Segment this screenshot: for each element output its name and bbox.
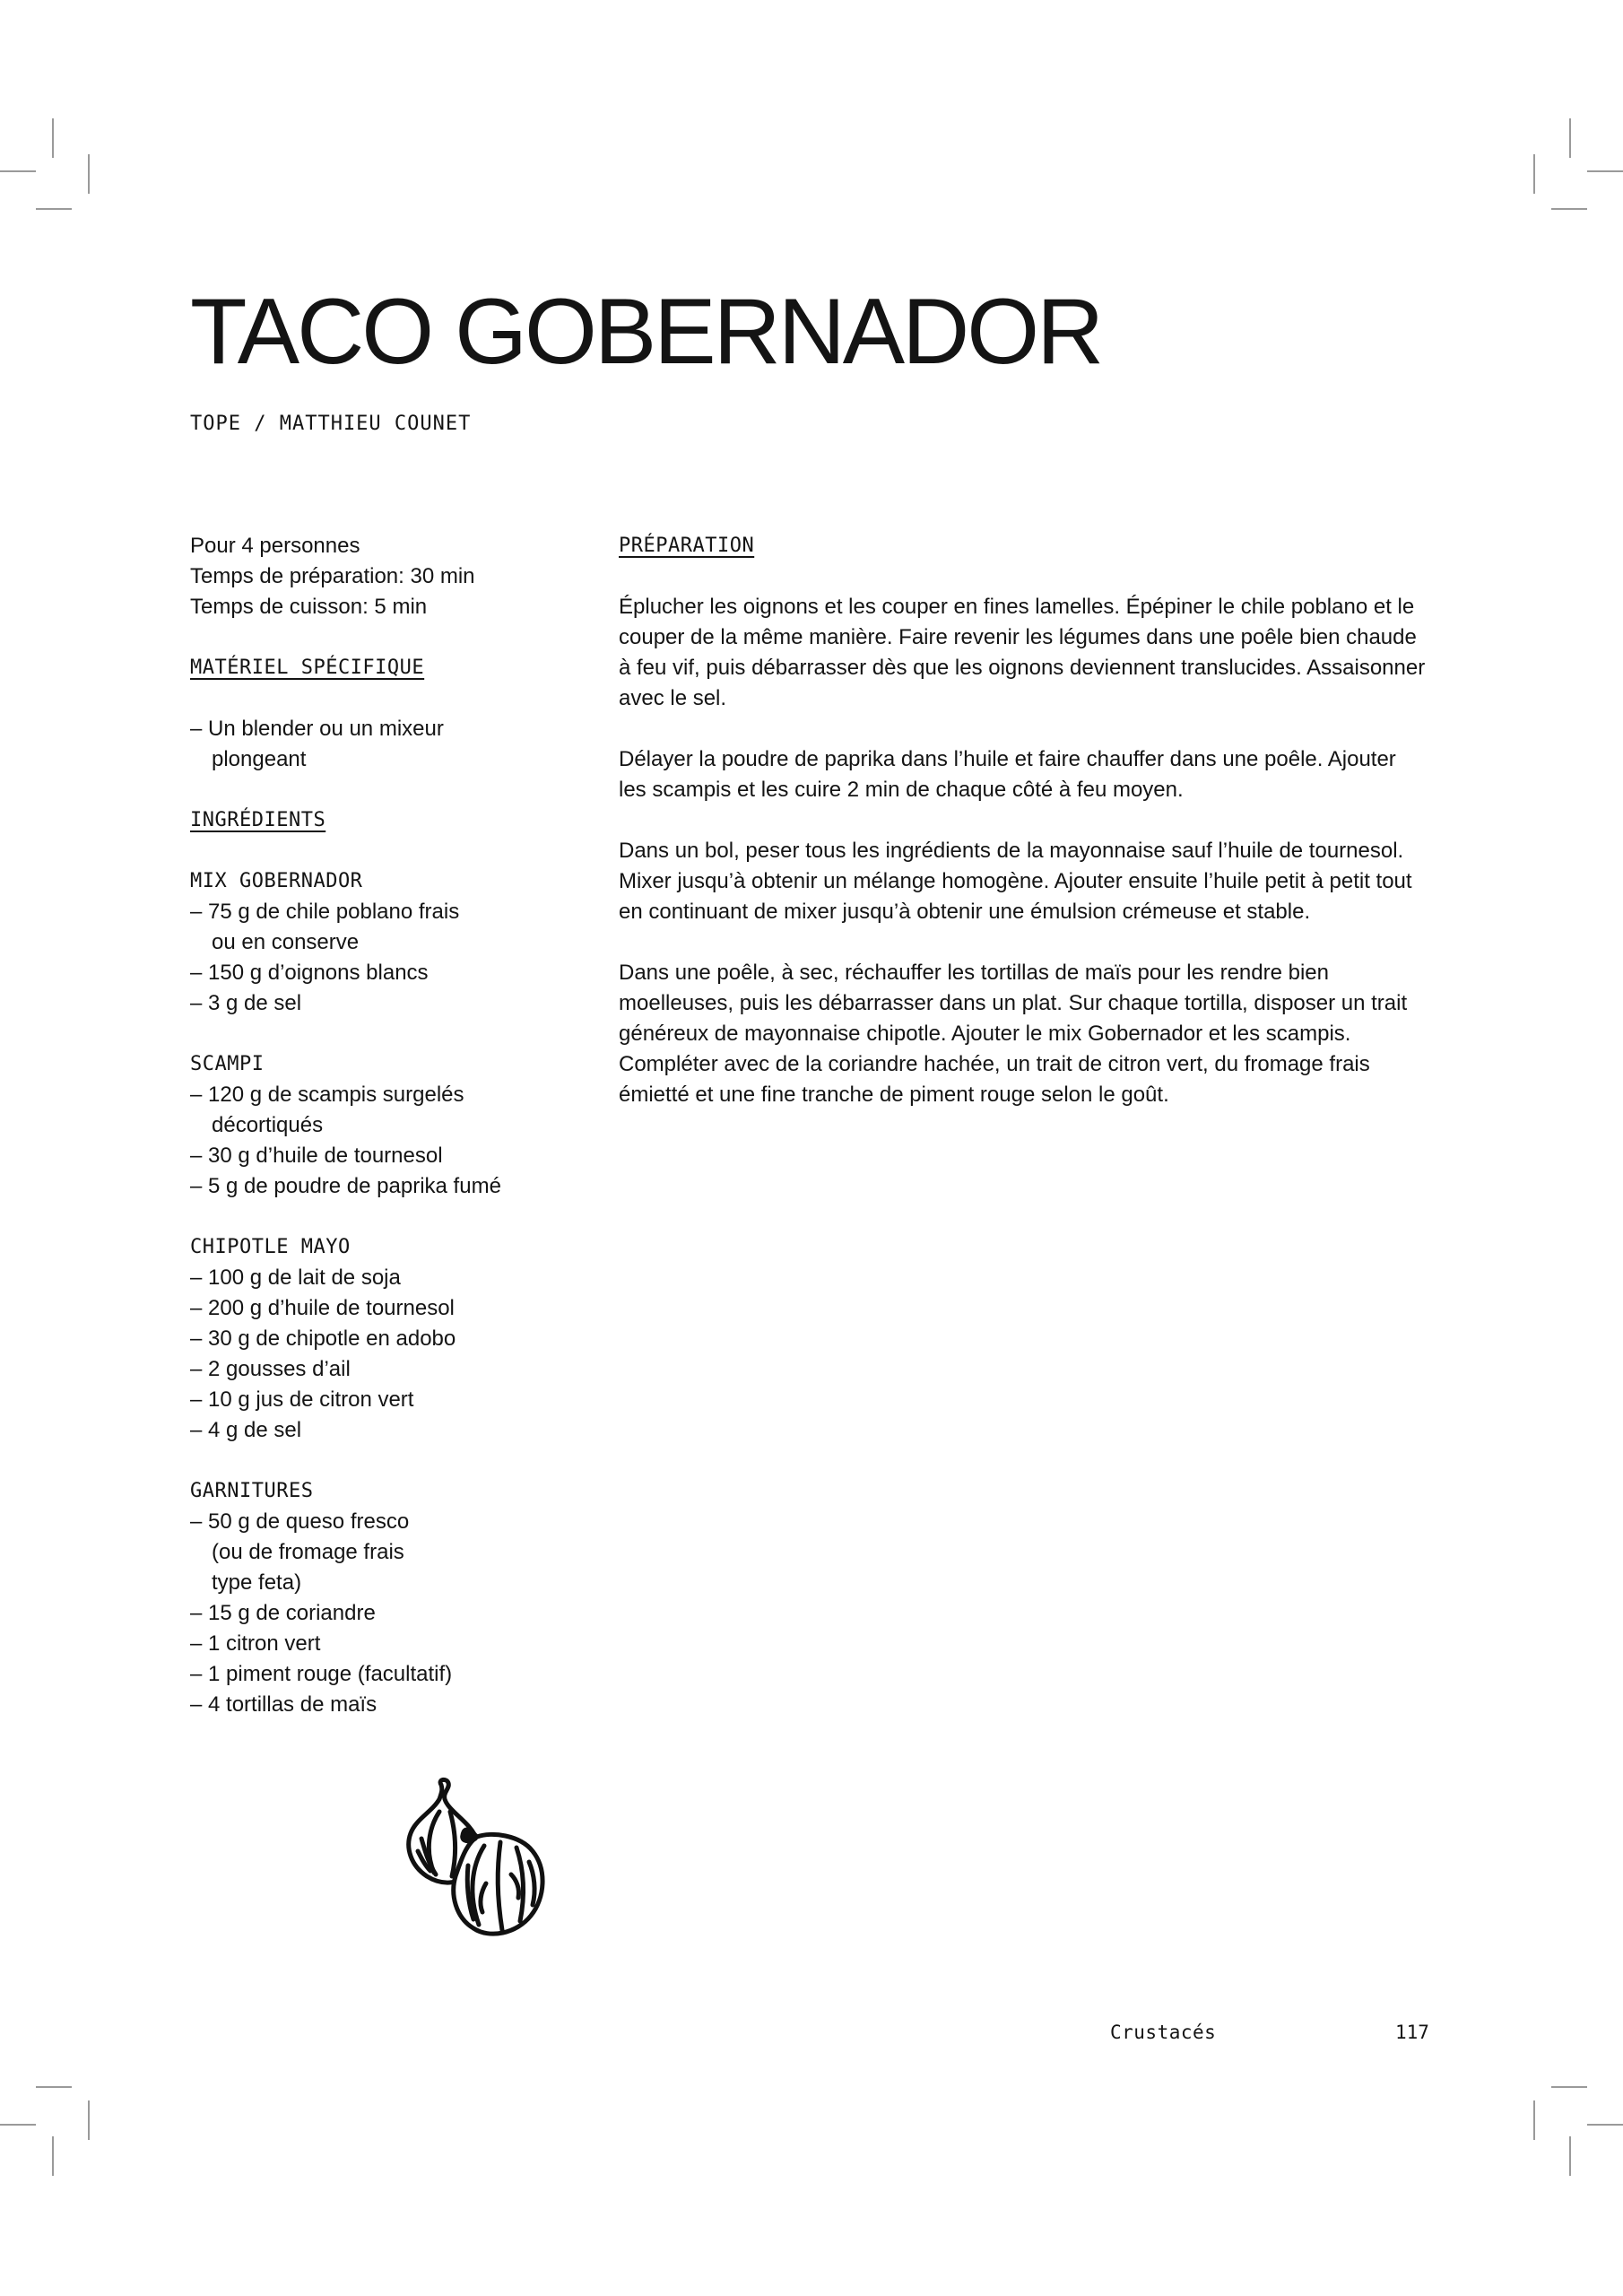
crop-mark	[1569, 118, 1571, 158]
ingredient-group-gobernador	[190, 866, 585, 1019]
crop-mark	[0, 2124, 36, 2126]
crop-mark	[1551, 2086, 1587, 2088]
ingredient-item: – 150 g d’oignons blancs	[190, 958, 585, 988]
crop-mark	[36, 208, 72, 210]
ingredient-item: – 1 citron vert	[190, 1629, 585, 1659]
ingredient-item: – 3 g de sel	[190, 988, 585, 1019]
ingredient-group-scampi	[190, 1049, 585, 1202]
crop-mark	[36, 2086, 72, 2088]
ingredient-item: – 10 g jus de citron vert	[190, 1385, 585, 1415]
ingredients-column	[190, 531, 585, 1720]
preparation-step: Dans un bol, peser tous les ingrédients de la mayonnaise sauf l’huile de tournesol. Mixer jusqu’à obtenir un mélange homogène. Ajouter ensuite l’huile petit à petit tout en continuant de mixer jusqu’à obtenir une émulsion crémeuse et stable.	[619, 839, 1412, 924]
ingredient-item: – 5 g de poudre de paprika fumé	[190, 1171, 585, 1202]
ingredient-item: – 50 g de queso fresco (ou de fromage frais type feta)	[190, 1507, 445, 1598]
recipe-title: TACO GOBERNADOR	[190, 280, 1102, 384]
ingredient-item: – 4 tortillas de maïs	[190, 1690, 585, 1720]
servings: Pour 4 personnes	[190, 534, 360, 558]
ingredients-heading: INGRÉDIENTS	[190, 809, 326, 831]
crop-mark	[0, 170, 36, 172]
preparation-heading: PRÉPARATION	[619, 535, 755, 557]
materiel-item: – Un blender ou un mixeur	[190, 717, 444, 741]
materiel-heading: MATÉRIEL SPÉCIFIQUE	[190, 657, 425, 679]
ingredient-item: – 15 g de coriandre	[190, 1598, 585, 1629]
prep-time: Temps de préparation: 30 min	[190, 564, 475, 588]
crop-mark	[1569, 2136, 1571, 2176]
recipe-subtitle: TOPE / MATTHIEU COUNET	[190, 413, 472, 435]
crop-mark	[52, 2136, 54, 2176]
ingredient-item: – 30 g de chipotle en adobo	[190, 1324, 585, 1354]
group-title: CHIPOTLE MAYO	[190, 1236, 351, 1258]
ingredient-item: – 30 g d’huile de tournesol	[190, 1141, 585, 1171]
preparation-step: Délayer la poudre de paprika dans l’huile et faire chauffer dans une poêle. Ajouter les scampis et les cuire 2 min de chaque côté à feu moyen.	[619, 747, 1396, 802]
ingredient-item: – 4 g de sel	[190, 1415, 585, 1446]
ingredient-item: – 75 g de chile poblano frais ou en conserve	[190, 897, 481, 958]
group-title: GARNITURES	[190, 1480, 314, 1502]
footer-section-title: Crustacés	[1110, 2022, 1217, 2043]
ingredient-item: – 200 g d’huile de tournesol	[190, 1293, 585, 1324]
garlic-icon	[386, 1776, 565, 1964]
ingredient-group-garnitures	[190, 1476, 585, 1720]
materiel-item-continued: plongeant	[212, 747, 307, 771]
crop-mark	[1533, 154, 1535, 194]
crop-mark	[1533, 2100, 1535, 2140]
page-number: 117	[1395, 2022, 1429, 2043]
ingredient-item: – 120 g de scampis surgelés décortiqués	[190, 1080, 481, 1141]
ingredient-item: – 100 g de lait de soja	[190, 1263, 585, 1293]
ingredient-groups	[190, 866, 585, 1720]
crop-mark	[88, 154, 90, 194]
crop-mark	[1551, 208, 1587, 210]
crop-mark	[1587, 170, 1623, 172]
group-title: SCAMPI	[190, 1053, 265, 1075]
cook-time: Temps de cuisson: 5 min	[190, 595, 428, 619]
preparation-step: Éplucher les oignons et les couper en fines lamelles. Épépiner le chile poblano et le couper de la même manière. Faire revenir les légumes dans une poêle bien chaude à feu vif, puis débarrasser dès que les oignons deviennent translucides. Assaisonner avec le sel.	[619, 595, 1426, 710]
group-title: MIX GOBERNADOR	[190, 870, 363, 892]
crop-mark	[88, 2100, 90, 2140]
crop-mark	[1587, 2124, 1623, 2126]
preparation-column	[619, 531, 1444, 1141]
ingredient-item: – 1 piment rouge (facultatif)	[190, 1659, 585, 1690]
crop-mark	[52, 118, 54, 158]
ingredient-group-chipotle-mayo	[190, 1232, 585, 1446]
ingredient-item: – 2 gousses d’ail	[190, 1354, 585, 1385]
preparation-step: Dans une poêle, à sec, réchauffer les tortillas de maïs pour les rendre bien moelleuses, puis les débarrasser dans un plat. Sur chaque tortilla, disposer un trait généreux de mayonnaise chipotle. Ajouter le mix Gobernador et les scampis. Compléter avec de la coriandre hachée, un trait de citron vert, du fromage frais émietté et une fine tranche de piment rouge selon le goût.	[619, 961, 1408, 1107]
